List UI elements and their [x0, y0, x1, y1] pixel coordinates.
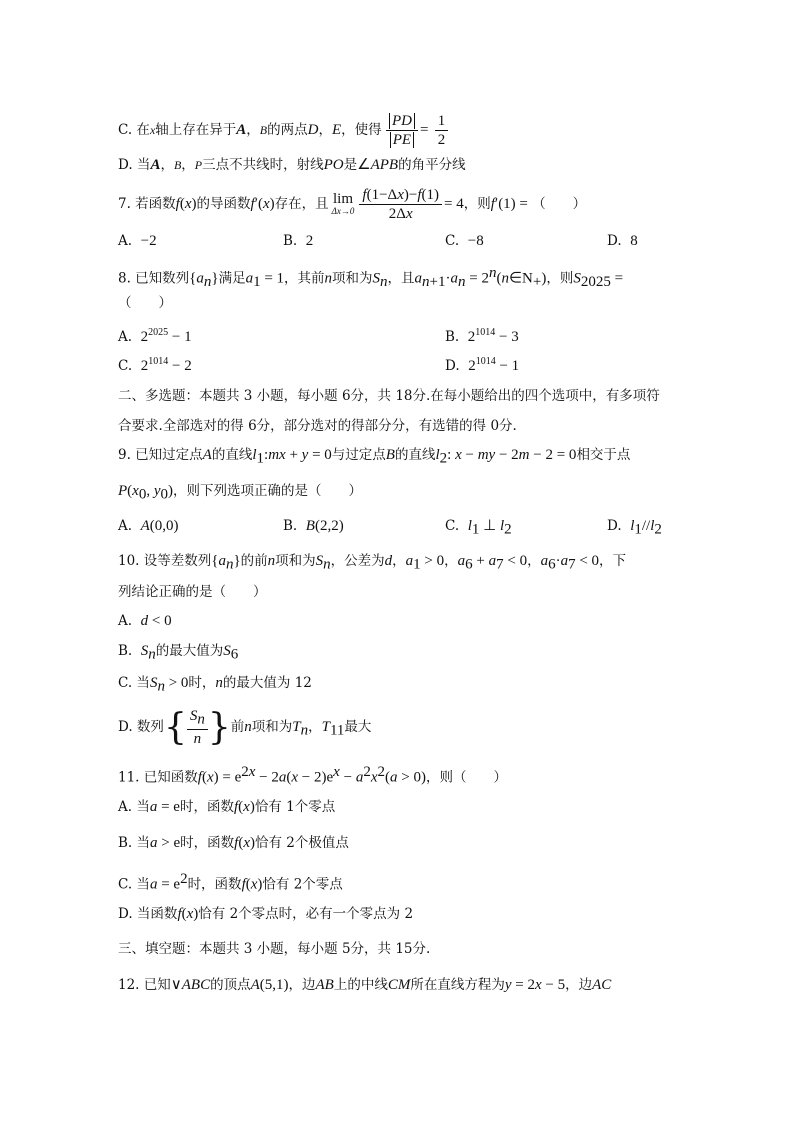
q10-stem-line2: 列结论正确的是（ ）: [118, 584, 267, 600]
q8-option-c: C. $2^{1014} - 2$: [118, 356, 192, 374]
q7-stem: 7. 若函数f(x)的导函数f′(x)存在，且 lim Δx→0 $\frac{f(1-\Delta x)-f(1)}{2\Delta x}$ = 4，则f′(1) = （ ）: [118, 187, 587, 222]
q11-option-d: D. 当函数f(x)恰有 2个零点时，必有一个零点为 2: [118, 906, 414, 922]
section2-line1: 二、多选题：本题共 3 小题，每小题 6分，共 18分.在每小题给出的四个选项中，有多项符: [118, 388, 660, 404]
q9-option-c: C. $l_1$ ⊥ $l_2$: [445, 518, 512, 538]
q9-stem-line1: 9. 已知过定点A的直线$l_1:mx + y = 0$与过定点B的直线$l_2$: x − my − 2m − 2 = 0相交于点: [118, 447, 631, 467]
q10-option-b: B. $S_n$的最大值为$S_6$: [118, 643, 239, 663]
q9-option-d: D. $l_1//l_2$: [607, 518, 662, 538]
q8-option-a: A. $2^{2025} - 1$: [118, 327, 192, 345]
q10-stem-line1: 10. 设等差数列$\{a_n\}$的前n项和为$S_n$，公差为d，$a_1 > 0$，$a_6 + a_7 < 0$，$a_6\cdot a_7 < 0$，下: [118, 553, 627, 573]
q10-option-a: A. d < 0: [118, 613, 172, 629]
q7-option-d: D. 8: [607, 233, 638, 249]
q6-option-c: C. 在x轴上存在异于A，B的两点D，E，使得 $\frac{PD}{PE}$ = $\frac{1}{2}$: [118, 110, 450, 150]
q11-option-c: C. 当$a = e^2$时，函数f(x)恰有 2个零点: [118, 871, 343, 893]
q11-option-b: B. 当a > e时，函数f(x)恰有 2个极值点: [118, 835, 349, 851]
q6-option-d: D. 当A，B，P三点不共线时，射线PO是∠APB的角平分线: [118, 157, 466, 173]
q7-option-b: B. 2: [283, 233, 314, 249]
q8-stem: 8. 已知数列$\{a_n\}$满足$a_1 = 1$，其前n项和为$S_n$，且$a_{n+1}\cdot a_n$ = $2^n(n\in N_+)$，则$S_{2025}$ =: [118, 265, 624, 291]
q9-option-b: B. B(2,2): [283, 518, 344, 534]
q9-option-a: A. A(0,0): [118, 518, 179, 534]
q7-option-c: C. −8: [445, 233, 484, 249]
q8-paren: （ ）: [118, 295, 172, 311]
q10-option-d: D. 数列{ $\frac{S_n}{n}$ }前n项和为$T_n$，$T_{11}$最大: [118, 706, 372, 748]
q11-option-a: A. 当a = e时，函数f(x)恰有 1个零点: [118, 799, 336, 815]
q8-option-d: D. $2^{1014} - 1$: [445, 356, 520, 374]
q10-option-c: C. 当$S_n > 0$时，n的最大值为 12: [118, 675, 312, 695]
q12-stem: 12. 已知∨ABC的顶点A(5,1)，边AB上的中线CM所在直线方程为y = 2x − 5，边AC: [118, 977, 612, 993]
q11-stem: 11. 已知函数$f(x) = e^{2x} - 2a(x - 2)e^x - a^2x^2(a > 0)$，则（ ）: [118, 764, 507, 786]
section3-header: 三、填空题：本题共 3 小题，每小题 5分，共 15分.: [118, 941, 431, 957]
q8-option-b: B. $2^{1014} - 3$: [445, 327, 519, 345]
q7-option-a: A. −2: [118, 233, 157, 249]
q9-stem-line2: $P(x_0$, $y_0$)，则下列选项正确的是（ ）: [118, 483, 363, 503]
section2-line2: 合要求.全部选对的得 6分，部分选对的得部分分，有选错的得 0分.: [118, 418, 517, 434]
